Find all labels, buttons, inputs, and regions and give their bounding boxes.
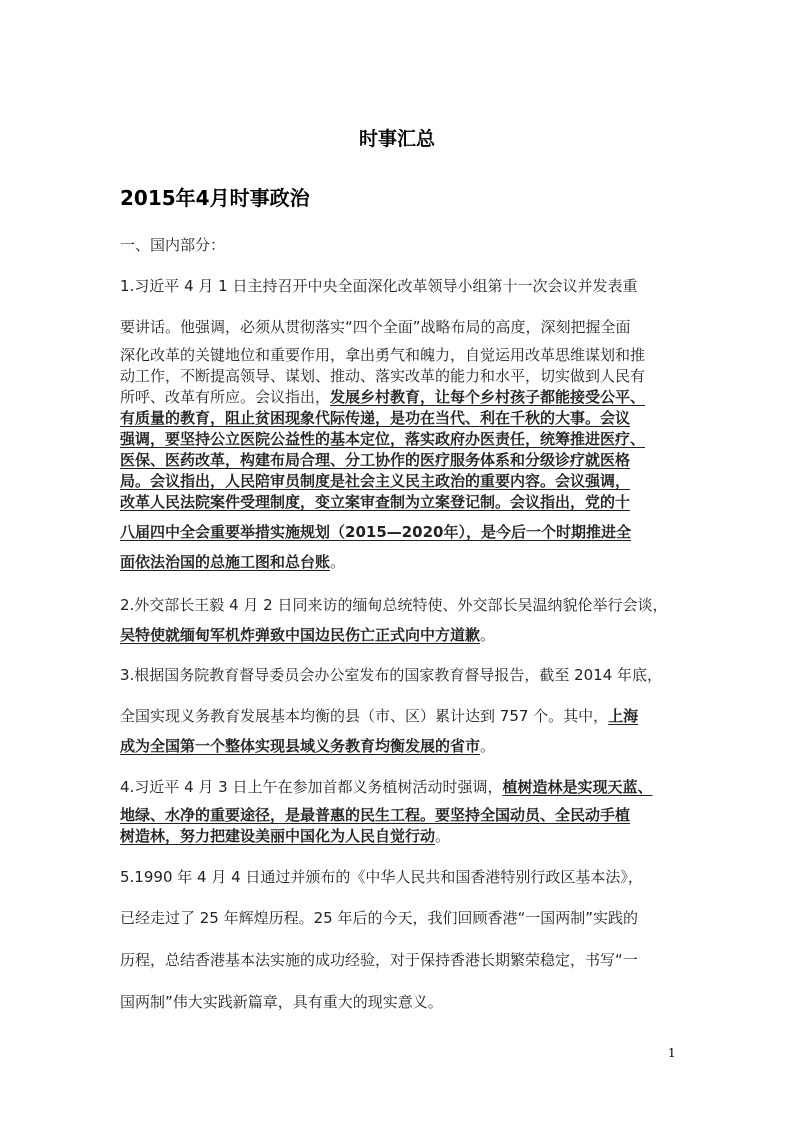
text-line: 已经走过了 25 年辉煌历程。25 年后的今天，我们回顾香港“一国两制”实践的 [120, 909, 639, 927]
key-point: 地绿、水净的重要途径，是最普惠的民生工程。要坚持全国动员、全民动手植 [120, 806, 631, 824]
key-point: 树造林，努力把建设美丽中国化为人民自觉行动 [120, 827, 436, 845]
key-point: 面依法治国的总施工图和总台账 [120, 553, 331, 571]
text-line [120, 735, 495, 756]
text-segment: 。 [435, 827, 451, 845]
text-line: 1.习近平 4 月 1 日主持召开中央全面深化改革领导小组第十一次会议并发表重 [120, 277, 638, 295]
key-point: 吴特使就缅甸军机炸弹致中国边民伤亡正式向中方道歉 [120, 626, 481, 644]
text-line: 5.1990 年 4 月 4 日通过并颁布的《中华人民共和国香港特别行政区基本法》， [120, 868, 643, 886]
subsection-label: 一、国内部分： [120, 236, 226, 254]
key-point: 发展乡村教育，让每个乡村孩子都能接受公平、 [330, 388, 646, 406]
text-segment: 所呼、改革有所应。会议指出， [120, 388, 331, 406]
text-line [120, 624, 495, 645]
text-line [120, 386, 645, 407]
key-point: 医保、医药改革，构建布局合理、分工协作的医疗服务体系和分级诊疗就医格 [120, 451, 631, 469]
key-point: 植树造林是实现天蓝、 [502, 778, 653, 796]
text-segment: 。 [480, 626, 496, 644]
page-number: 1 [668, 1046, 676, 1060]
text-line: 历程，总结香港基本法实施的成功经验，对于保持香港长期繁荣稳定，书写“一 [120, 951, 638, 969]
key-point: 改革人民法院案件受理制度，变立案审查制为立案登记制。会议指出，党的十 [120, 493, 631, 511]
key-point: 强调，要坚持公立医院公益性的基本定位，落实政府办医责任，统筹推进医疗、 [120, 430, 646, 448]
text-line: 要讲话。他强调，必须从贯彻落实“四个全面”战略布局的高度，深刻把握全面 [120, 318, 631, 336]
text-line: 深化改革的关键地位和重要作用，拿出勇气和魄力，自觉运用改革思维谋划和推 [120, 346, 646, 364]
key-point: 局。会议指出，人民陪审员制度是社会主义民主政治的重要内容。会议强调， [120, 472, 631, 490]
text-line [120, 825, 450, 846]
text-line: 2.外交部长王毅 4 月 2 日同来访的缅甸总统特使、外交部长吴温纳貌伦举行会谈， [120, 596, 668, 614]
key-point: 有质量的教育，阻止贫困现象代际传递，是功在当代、利在千秋的大事。会议 [120, 409, 631, 427]
text-line [120, 551, 345, 572]
text-line: 动工作，不断提高领导、谋划、推动、落实改革的能力和水平，切实做到人民有 [120, 367, 646, 385]
text-segment: 4.习近平 4 月 3 日上午在参加首都义务植树活动时强调， [120, 778, 503, 796]
document-title: 时事汇总 [358, 128, 435, 150]
key-point: 八届四中全会重要举措实施规划（2015—2020年），是今后一个时期推进全 [120, 523, 631, 541]
text-segment: 。 [480, 737, 496, 755]
key-point: 成为全国第一个整体实现县域义务教育均衡发展的省市 [120, 737, 481, 755]
text-segment: 。 [330, 553, 346, 571]
text-line: 国两制”伟大实践新篇章，具有重大的现实意义。 [120, 993, 443, 1011]
text-segment: 全国实现义务教育发展基本均衡的县（市、区）累计达到 757 个。其中， [120, 707, 609, 725]
text-line [120, 776, 653, 797]
text-line [120, 705, 638, 726]
section-heading: 2015年4月时事政治 [120, 186, 310, 210]
key-point: 上海 [608, 707, 639, 725]
text-line: 3.根据国务院教育督导委员会办公室发布的国家教育督导报告，截至 2014 年底， [120, 666, 663, 684]
